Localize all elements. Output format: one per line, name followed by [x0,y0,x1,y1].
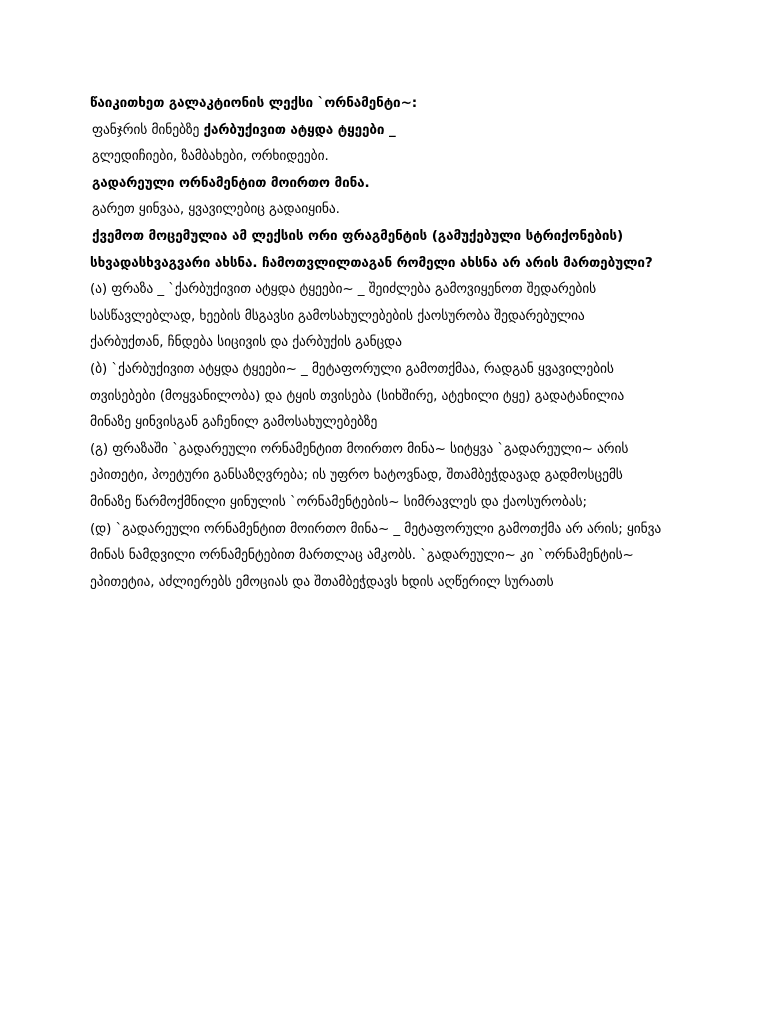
option-line: მინას ნამდვილი ორნამენტებით მართლაც ამკობს. `გადარეული~ კი `ორნამენტის~ [90,547,634,564]
document-body [90,90,690,595]
option-line: ეპითეტი, პოეტური განსაზღვრება; ის უფრო ხატოვნად, შთამბეჭდავად გადმოსცემს [90,467,623,484]
option-line: ქარბუქთან, ჩნდება სიცივის და ქარბუქის განცდა [90,334,402,351]
option-line: სასწავლებლად, ხეების მსგავსი გამოსახულებების ქაოსურობა შედარებულია [90,307,585,324]
question-line-1: ქვემოთ მოცემულია ამ ლექსის ორი ფრაგმენტის (გამუქებული სტრიქონების) [92,227,624,244]
poem-line-3: გადარეული ორნამენტით მოირთო მინა. [92,174,370,191]
question-line-2: სხვადასხვაგვარი ახსნა. ჩამოთვლილთაგან რომელი ახსნა არ არის მართებული? [90,254,653,271]
option-line: თვისებები (მოყვანილობა) და ტყის თვისება (სიხშირე, ატეხილი ტყე) გადატანილია [90,387,625,404]
poem-line-1-start: ფანჯრის მინებზე [92,121,204,138]
option-line: ეპითეტია, აძლიერებს ემოციას და შთამბეჭდავს ხდის აღწერილ სურათს [90,573,554,590]
poem-line-1-bold: ქარბუქივით ატყდა ტყეები _ [203,121,396,138]
option-line: (გ) ფრაზაში `გადარეული ორნამენტით მოირთო მინა~ სიტყვა `გადარეული~ არის [90,440,629,457]
option-line: მინაზე წარმოქმნილი ყინულის `ორნამენტების~ სიმრავლეს და ქაოსურობას; [90,493,587,510]
option-line: (ბ) `ქარბუქივით ატყდა ტყეები~ _ მეტაფორული გამოთქმაა, რადგან ყვავილების [90,360,614,377]
poem-line-2: გლედიჩიები, ზამბახები, ორხიდეები. [92,148,329,165]
option-line: (დ) `გადარეული ორნამენტით მოირთო მინა~ _ მეტაფორული გამოთქმა არ არის; ყინვა [90,520,662,537]
poem-line-4: გარეთ ყინვაა, ყვავილებიც გადაიყინა. [92,201,340,218]
option-line: (ა) ფრაზა _ `ქარბუქივით ატყდა ტყეები~ _ შეიძლება გამოვიყენოთ შედარების [90,281,597,298]
heading: წაიკითხეთ გალაკტიონის ლექსი `ორნამენტი~: [90,95,418,111]
option-line: მინაზე ყინვისგან გაჩენილ გამოსახულებებზე [90,414,378,431]
poem-line-1 [90,117,690,144]
